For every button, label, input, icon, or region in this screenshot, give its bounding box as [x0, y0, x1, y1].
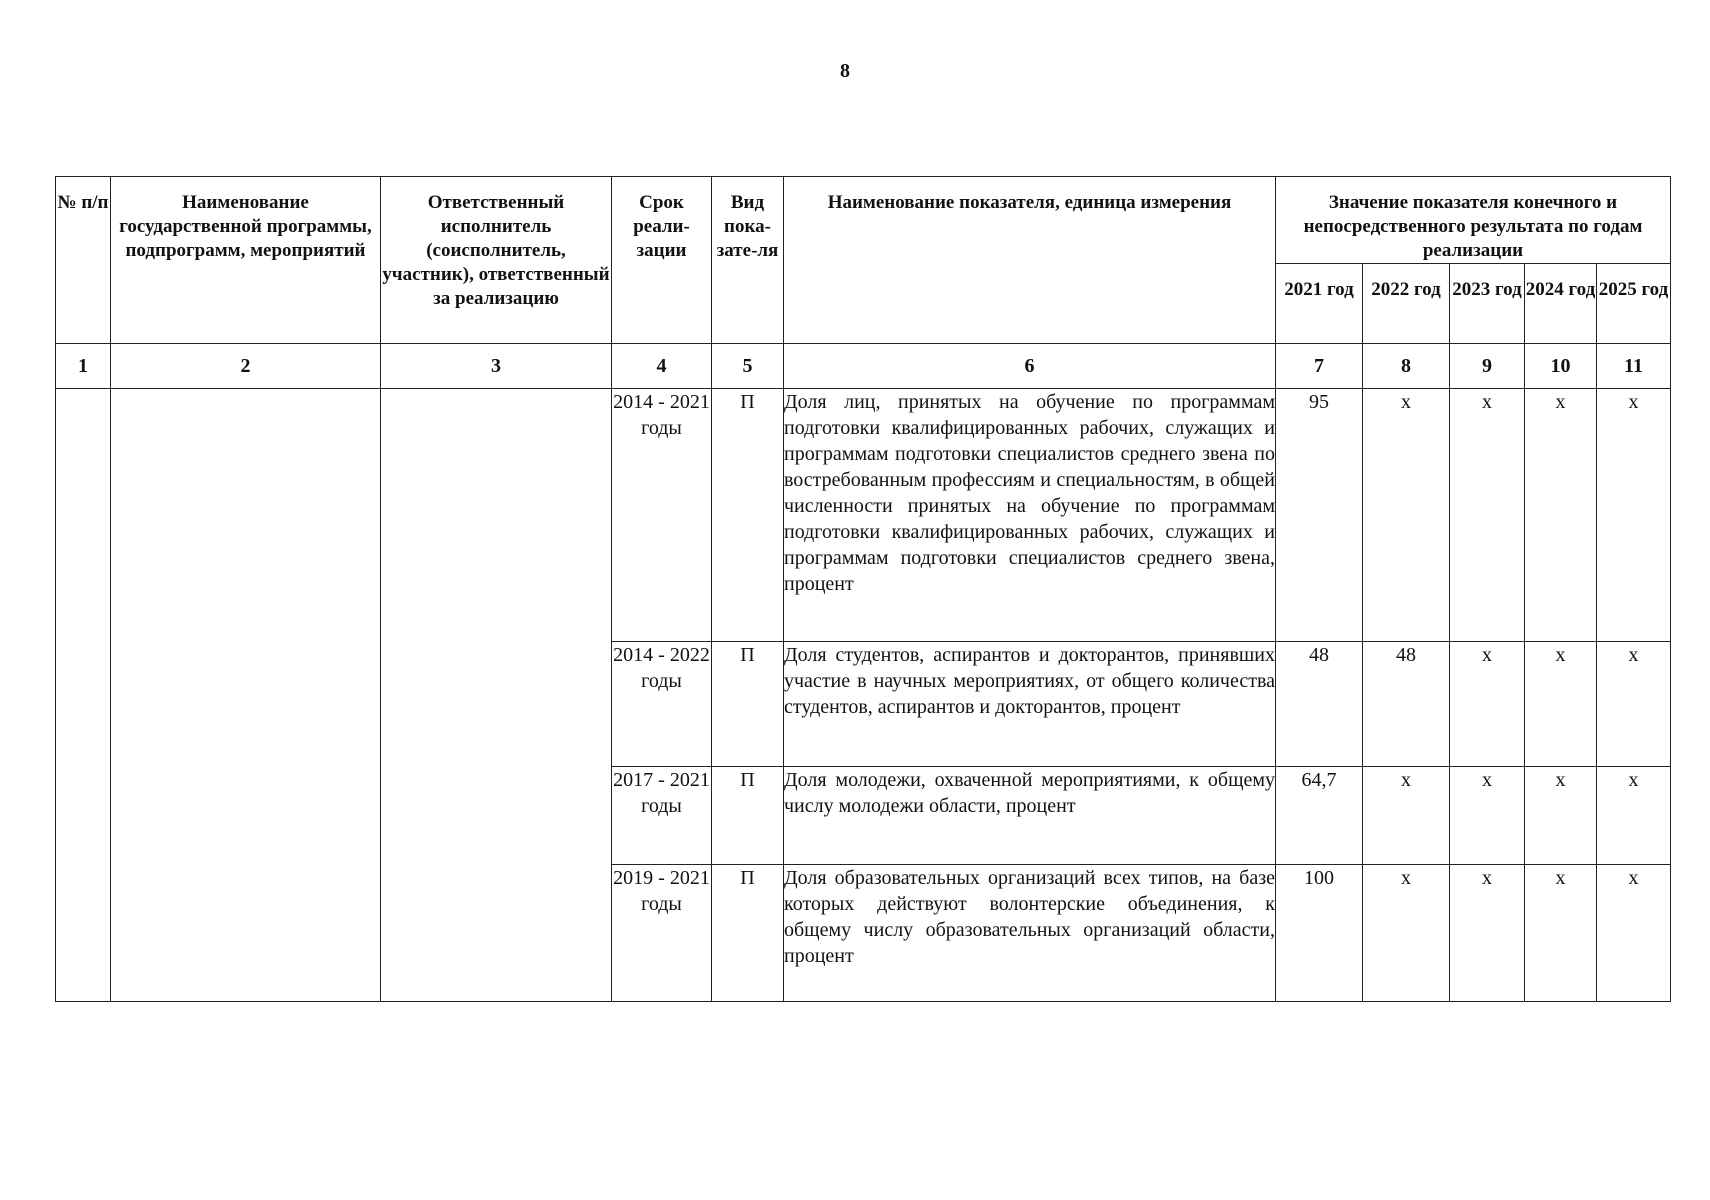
cell-term: 2019 - 2021 годы	[612, 865, 712, 1002]
cell-value-2025: х	[1597, 389, 1671, 642]
cell-value-2021: 64,7	[1276, 767, 1363, 865]
cell-kind: П	[712, 865, 784, 1002]
cell-value-2022: х	[1363, 865, 1450, 1002]
column-number: 11	[1597, 344, 1671, 389]
header-year-2022: 2022 год	[1363, 264, 1450, 344]
cell-indicator: Доля лиц, принятых на обучение по программам подготовки квалифицированных рабочих, служащих и программам подготовки специалистов среднего звена по востребованным профессиям и специальностям, в общей численности принятых на обучение по программам подготовки квалифицированных рабочих, служащих и программам подготовки специалистов среднего звена, процент	[784, 389, 1276, 642]
header-year-2024: 2024 год	[1525, 264, 1597, 344]
cell-value-2022: х	[1363, 767, 1450, 865]
cell-value-2021: 100	[1276, 865, 1363, 1002]
column-number: 7	[1276, 344, 1363, 389]
cell-number-empty	[56, 389, 111, 1002]
cell-term: 2014 - 2021 годы	[612, 389, 712, 642]
cell-value-2023: х	[1450, 767, 1525, 865]
cell-value-2022: 48	[1363, 642, 1450, 767]
column-number: 4	[612, 344, 712, 389]
header-indicator-kind: Вид пока-зате-ля	[712, 177, 784, 344]
cell-value-2025: х	[1597, 767, 1671, 865]
cell-value-2021: 48	[1276, 642, 1363, 767]
cell-value-2021: 95	[1276, 389, 1363, 642]
cell-value-2024: х	[1525, 767, 1597, 865]
header-term: Срок реали-зации	[612, 177, 712, 344]
column-number: 8	[1363, 344, 1450, 389]
cell-indicator: Доля образовательных организаций всех типов, на базе которых действуют волонтерские объединения, к общему числу образовательных организаций области, процент	[784, 865, 1276, 1002]
header-row-1	[56, 177, 1671, 264]
cell-value-2024: х	[1525, 865, 1597, 1002]
cell-kind: П	[712, 767, 784, 865]
indicators-table	[55, 176, 1671, 1002]
cell-responsible-empty	[381, 389, 612, 1002]
cell-value-2025: х	[1597, 642, 1671, 767]
cell-value-2024: х	[1525, 389, 1597, 642]
header-year-2023: 2023 год	[1450, 264, 1525, 344]
column-numbers-row	[56, 344, 1671, 389]
header-indicator-name: Наименование показателя, единица измерения	[784, 177, 1276, 344]
cell-program-empty	[111, 389, 381, 1002]
column-number: 3	[381, 344, 612, 389]
column-number: 1	[56, 344, 111, 389]
cell-term: 2014 - 2022 годы	[612, 642, 712, 767]
header-values-group: Значение показателя конечного и непосредственного результата по годам реализации	[1276, 177, 1671, 264]
cell-kind: П	[712, 642, 784, 767]
page-number: 8	[840, 60, 850, 82]
header-number: № п/п	[56, 177, 111, 344]
column-number: 2	[111, 344, 381, 389]
column-number: 6	[784, 344, 1276, 389]
cell-value-2023: х	[1450, 642, 1525, 767]
cell-value-2023: х	[1450, 389, 1525, 642]
column-number: 10	[1525, 344, 1597, 389]
cell-kind: П	[712, 389, 784, 642]
cell-value-2025: х	[1597, 865, 1671, 1002]
cell-value-2023: х	[1450, 865, 1525, 1002]
cell-indicator: Доля студентов, аспирантов и докторантов, принявших участие в научных мероприятиях, от общего количества студентов, аспирантов и докторантов, процент	[784, 642, 1276, 767]
cell-term: 2017 - 2021 годы	[612, 767, 712, 865]
column-number: 5	[712, 344, 784, 389]
cell-value-2022: х	[1363, 389, 1450, 642]
cell-value-2024: х	[1525, 642, 1597, 767]
column-number: 9	[1450, 344, 1525, 389]
table-row	[56, 389, 1671, 642]
header-year-2021: 2021 год	[1276, 264, 1363, 344]
cell-indicator: Доля молодежи, охваченной мероприятиями, к общему числу молодежи области, процент	[784, 767, 1276, 865]
header-responsible: Ответственный исполнитель (соисполнитель, участник), ответственный за реализацию	[381, 177, 612, 344]
header-year-2025: 2025 год	[1597, 264, 1671, 344]
header-program-name: Наименование государственной программы, подпрограмм, мероприятий	[111, 177, 381, 344]
